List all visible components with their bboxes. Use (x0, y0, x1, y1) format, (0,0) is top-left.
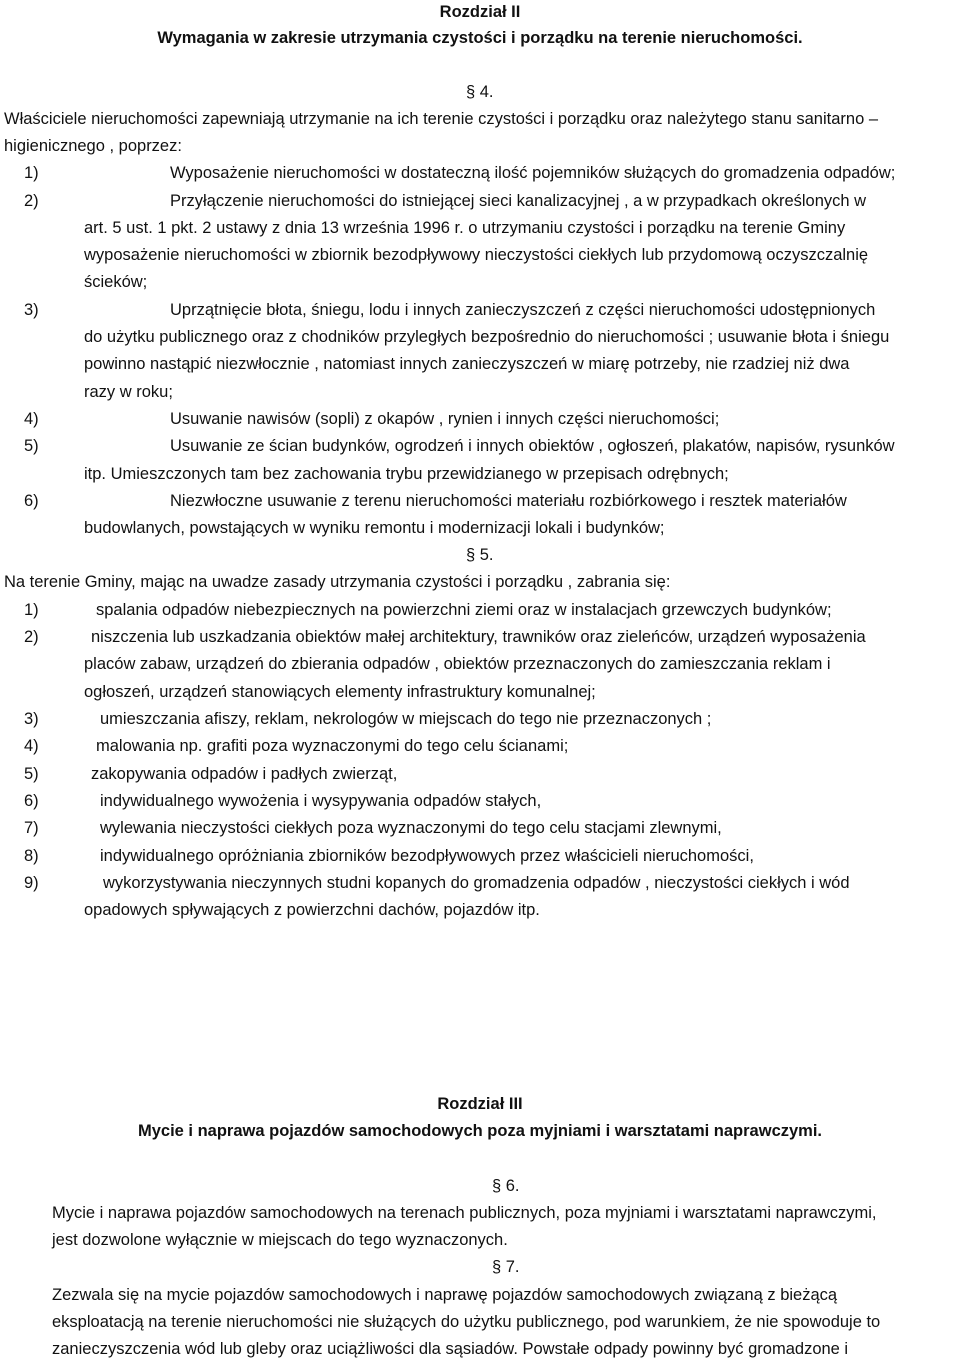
list-text: Wyposażenie nieruchomości w dostateczną ilość pojemników służących do gromadzenia odpadów; (170, 164, 896, 182)
list-number: 5) (24, 765, 39, 783)
list-number: 4) (24, 737, 39, 755)
list-number: 6) (24, 492, 39, 510)
paragraph-line: Właściciele nieruchomości zapewniają utrzymanie na ich terenie czystości i porządku oraz należytego stanu sanitarno – (4, 110, 879, 128)
list-number: 2) (24, 628, 39, 646)
paragraph-line: eksploatacją na terenie nieruchomości nie służących do użytku publicznego, pod warunkiem, że nie spowoduje to (52, 1313, 881, 1331)
paragraph-line: higienicznego , poprzez: (4, 137, 182, 155)
chapter-subtitle: Mycie i naprawa pojazdów samochodowych poza myjniami i warsztatami naprawczymi. (137, 1122, 823, 1140)
section-mark: § 6. (492, 1177, 520, 1195)
list-text: art. 5 ust. 1 pkt. 2 ustawy z dnia 13 września 1996 r. o utrzymaniu czystości i porządku na terenie Gminy (84, 219, 846, 237)
list-text: spalania odpadów niebezpiecznych na powierzchni ziemi oraz w instalacjach grzewczych budynków; (96, 601, 832, 619)
list-text: ogłoszeń, urządzeń stanowiących elementy infrastruktury komunalnej; (84, 683, 596, 701)
list-text: niszczenia lub uszkadzania obiektów małej architektury, trawników oraz zieleńców, urządzeń wyposażenia (91, 628, 866, 646)
list-text: itp. Umieszczonych tam bez zachowania trybu przewidzianego w przepisach odrębnych; (84, 465, 729, 483)
list-text: Uprzątnięcie błota, śniegu, lodu i innych zanieczyszczeń z części nieruchomości udostępnionych (170, 301, 876, 319)
list-number: 2) (24, 192, 39, 210)
list-text: indywidualnego wywożenia i wysypywania odpadów stałych, (100, 792, 542, 810)
list-text: opadowych spływających z powierzchni dachów, pojazdów itp. (84, 901, 540, 919)
list-text: do użytku publicznego oraz z chodników przyległych bezpośrednio do nieruchomości ; usuwanie błota i śniegu (84, 328, 890, 346)
list-text: Przyłączenie nieruchomości do istniejącej sieci kanalizacyjnej , a w przypadkach określonych w (170, 192, 867, 210)
list-text: malowania np. grafiti poza wyznaczonymi do tego celu ścianami; (96, 737, 569, 755)
list-text: Niezwłoczne usuwanie z terenu nieruchomości materiału rozbiórkowego i resztek materiałów (170, 492, 847, 510)
paragraph-line: zanieczyszczenia wód lub gleby oraz uciążliwości dla sąsiadów. Powstałe odpady powinny być gromadzone i (52, 1340, 849, 1358)
list-number: 3) (24, 301, 39, 319)
list-number: 8) (24, 847, 39, 865)
list-text: indywidualnego opróżniania zbiorników bezodpływowych przez właścicieli nieruchomości, (100, 847, 754, 865)
list-text: umieszczania afiszy, reklam, nekrologów w miejscach do tego nie przeznaczonych ; (100, 710, 712, 728)
list-text: wyposażenie nieruchomości w zbiornik bezodpływowy nieczystości ciekłych lub przydomową oczyszczalnię (84, 246, 869, 264)
paragraph-line: Na terenie Gminy, mając na uwadze zasady utrzymania czystości i porządku , zabrania się: (4, 573, 671, 591)
list-text: wykorzystywania nieczynnych studni kopanych do gromadzenia odpadów , nieczystości ciekłych i wód (103, 874, 850, 892)
list-text: placów zabaw, urządzeń do zbierania odpadów , obiektów przeznaczonych do zamieszczania reklam i (84, 655, 831, 673)
list-text: Usuwanie nawisów (sopli) z okapów , rynien i innych części nieruchomości; (170, 410, 720, 428)
paragraph-line: Mycie i naprawa pojazdów samochodowych na terenach publicznych, poza myjniami i warsztatami naprawczymi, (52, 1204, 877, 1222)
list-text: razy w roku; (84, 383, 173, 401)
list-text: ścieków; (84, 273, 148, 291)
paragraph-line: Zezwala się na mycie pojazdów samochodowych i naprawę pojazdów samochodowych związaną z bieżącą (52, 1286, 838, 1304)
section-mark: § 4. (466, 83, 494, 101)
list-text: wylewania nieczystości ciekłych poza wyznaczonymi do tego celu stacjami zlewnymi, (100, 819, 722, 837)
list-number: 5) (24, 437, 39, 455)
list-number: 6) (24, 792, 39, 810)
paragraph-line: jest dozwolone wyłącznie w miejscach do tego wyznaczonych. (52, 1231, 508, 1249)
chapter-heading: Rozdział III (437, 1095, 523, 1113)
list-text: zakopywania odpadów i padłych zwierząt, (91, 765, 398, 783)
list-text: budowlanych, powstających w wyniku remontu i modernizacji lokali i budynków; (84, 519, 665, 537)
section-mark: § 5. (466, 546, 494, 564)
list-number: 9) (24, 874, 39, 892)
list-number: 7) (24, 819, 39, 837)
list-text: Usuwanie ze ścian budynków, ogrodzeń i innych obiektów , ogłoszeń, plakatów, napisów, rysunków (170, 437, 895, 455)
section-mark: § 7. (492, 1258, 520, 1276)
chapter-subtitle: Wymagania w zakresie utrzymania czystości i porządku na terenie nieruchomości. (157, 29, 803, 47)
list-text: powinno nastąpić niezwłocznie , natomiast innych zanieczyszczeń w miarę potrzeby, nie rzadziej niż dwa (84, 355, 850, 373)
chapter-heading: Rozdział II (439, 3, 521, 21)
list-number: 1) (24, 601, 39, 619)
list-number: 4) (24, 410, 39, 428)
list-number: 3) (24, 710, 39, 728)
list-number: 1) (24, 164, 39, 182)
